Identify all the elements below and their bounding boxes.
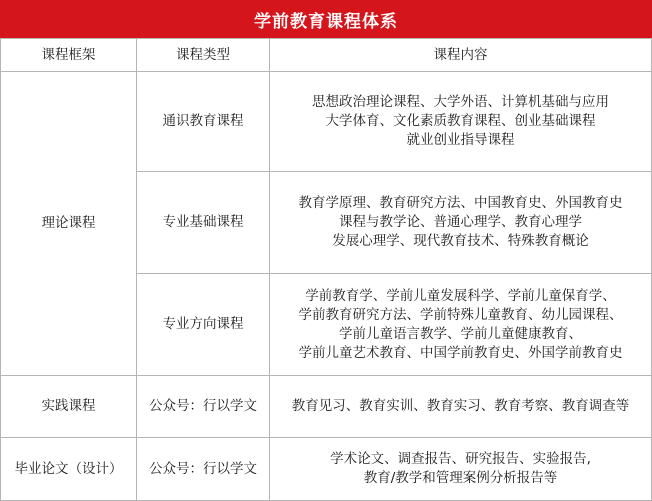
header-content: 课程内容 bbox=[270, 39, 652, 72]
framework-thesis: 毕业论文（设计） bbox=[1, 438, 137, 501]
content-line: 学前儿童语言教学、学前儿童健康教育、 bbox=[339, 325, 582, 342]
content-professional-direction bbox=[270, 274, 652, 376]
content-line: 教育/教学和管理案例分析报告等 bbox=[363, 470, 558, 486]
content-line: 学前教育研究方法、学前特殊儿童教育、幼儿园课程、 bbox=[298, 306, 623, 323]
content-line: 教育见习、教育实训、教育实习、教育考察、教育调查等 bbox=[291, 398, 630, 414]
framework-theory: 理论课程 bbox=[1, 72, 137, 376]
content-line: 学前儿童艺术教育、中国学前教育史、外国学前教育史 bbox=[298, 344, 623, 361]
content-thesis bbox=[270, 438, 652, 501]
content-line: 课程与教学论、普通心理学、教育心理学 bbox=[339, 214, 582, 230]
table-title: 学前教育课程体系 bbox=[0, 0, 652, 38]
type-thesis: 公众号：行以学文 bbox=[137, 438, 270, 501]
content-line: 就业创业指导课程 bbox=[406, 132, 515, 148]
table-row bbox=[1, 72, 652, 172]
type-professional-basic: 专业基础课程 bbox=[137, 172, 270, 274]
type-general-education: 通识教育课程 bbox=[137, 72, 270, 172]
content-line: 学术论文、调查报告、研究报告、实验报告, bbox=[330, 451, 591, 467]
header-type: 课程类型 bbox=[137, 39, 270, 72]
content-general-education bbox=[270, 72, 652, 172]
content-line: 发展心理学、现代教育技术、特殊教育概论 bbox=[332, 233, 589, 249]
type-practice: 公众号：行以学文 bbox=[137, 376, 270, 438]
table-row bbox=[1, 438, 652, 501]
header-row bbox=[1, 39, 652, 72]
content-line: 思想政治理论课程、大学外语、计算机基础与应用 bbox=[312, 94, 609, 110]
course-table bbox=[0, 38, 652, 501]
table-row bbox=[1, 376, 652, 438]
content-practice bbox=[270, 376, 652, 438]
header-framework: 课程框架 bbox=[1, 39, 137, 72]
type-professional-direction: 专业方向课程 bbox=[137, 274, 270, 376]
content-line: 教育学原理、教育研究方法、中国教育史、外国教育史 bbox=[298, 195, 623, 211]
content-line: 学前教育学、学前儿童发展科学、学前儿童保育学、 bbox=[305, 287, 616, 304]
content-professional-basic bbox=[270, 172, 652, 274]
content-line: 大学体育、文化素质教育课程、创业基础课程 bbox=[325, 113, 596, 129]
framework-practice: 实践课程 bbox=[1, 376, 137, 438]
